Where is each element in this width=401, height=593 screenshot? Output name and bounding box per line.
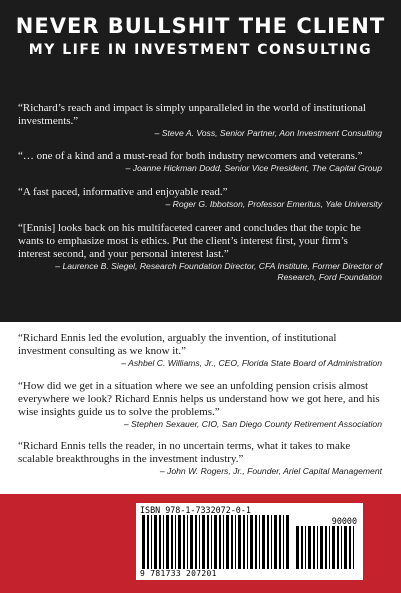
- quote-block: [18, 380, 382, 430]
- quote-text: “How did we get in a situation where we see an unfolding pension crisis almost everywhere we look? Richard Ennis helps us understand how we got here, and his wise insights guide us to solve the problems.”: [18, 380, 380, 418]
- quote-block: [18, 102, 382, 139]
- quote-attribution: – John W. Rogers, Jr., Founder, Ariel Capital Management: [159, 466, 382, 476]
- quote-text: “Richard Ennis tells the reader, in no uncertain terms, what it takes to make scalable breakthroughs in the investment industry.”: [18, 440, 351, 465]
- barcode-digits: 9 781733 207201: [140, 569, 217, 578]
- middle-light-band: [0, 322, 401, 494]
- quote-attribution: – Roger G. Ibbotson, Professor Emeritus, Yale University: [165, 199, 382, 209]
- quote-attribution: – Ashbel C. Williams, Jr., CEO, Florida State Board of Administration: [121, 358, 382, 368]
- barcode-bars-icon: [142, 515, 292, 569]
- quote-attribution: – Steve A. Voss, Senior Partner, Aon Investment Consulting: [154, 128, 382, 138]
- quote-text: “Richard’s reach and impact is simply unparalleled in the world of institutional investments.”: [18, 102, 366, 127]
- isbn-label: ISBN 978-1-7332072-0-1: [140, 505, 251, 515]
- quote-block: [18, 222, 382, 283]
- quote-text: “… one of a kind and a must-read for both industry newcomers and veterans.”: [18, 150, 363, 162]
- quote-block: [18, 440, 382, 477]
- addon-bars-icon: [296, 526, 356, 569]
- barcode: [136, 503, 363, 580]
- quote-attribution: – Laurence B. Siegel, Research Foundation Director, CFA Institute, Former Director of Research, Ford Foundation: [55, 261, 382, 282]
- quote-block: [18, 150, 382, 174]
- price-addon-number: 90000: [331, 516, 357, 526]
- quote-attribution: – Stephen Sexauer, CIO, San Diego County Retirement Association: [123, 419, 382, 429]
- book-title: NEVER BULLSHIT THE CLIENT: [15, 14, 386, 38]
- book-subtitle: MY LIFE IN INVESTMENT CONSULTING: [28, 42, 373, 58]
- quote-attribution: – Joanne Hickman Dodd, Senior Vice President, The Capital Group: [125, 163, 382, 173]
- quote-text: “A fast paced, informative and enjoyable read.”: [18, 186, 228, 198]
- quote-block: [18, 332, 382, 369]
- quote-block: [18, 186, 382, 210]
- quote-text: “Richard Ennis led the evolution, arguably the invention, of institutional investment consulting as we know it.”: [18, 332, 337, 357]
- quote-text: “[Ennis] looks back on his multifaceted career and concludes that the topic he wants to emphasize most is ethics. Put the client’s interest first, your firm’s interest second, and your personal interest last.”: [18, 222, 361, 260]
